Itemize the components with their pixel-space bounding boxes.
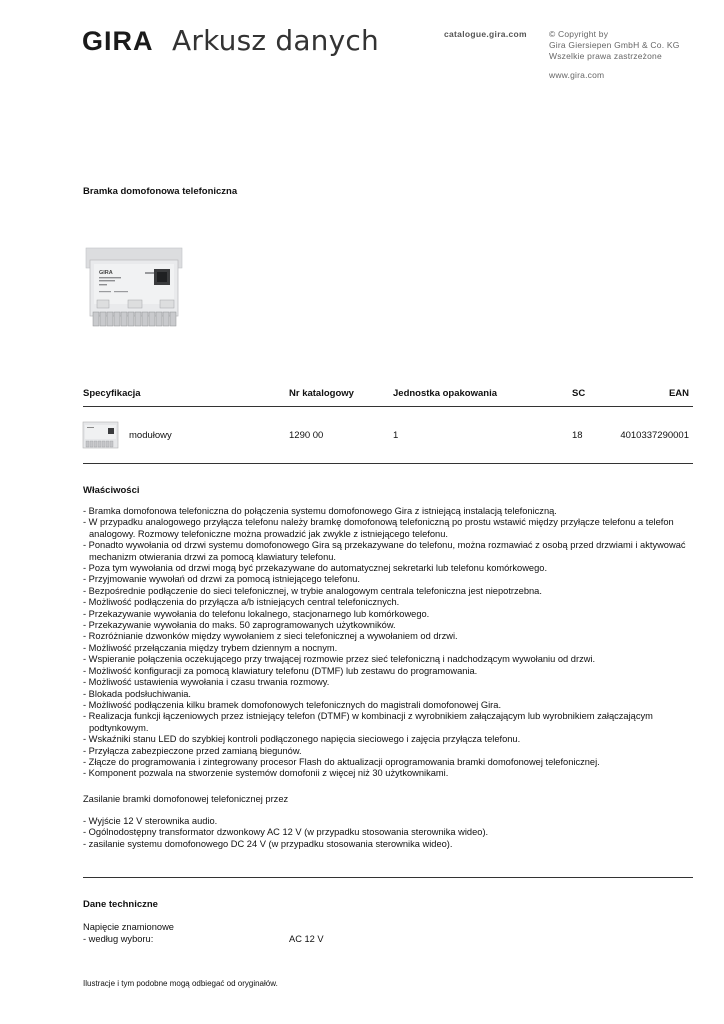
- list-item: - Możliwość podłączenia kilku bramek domofonowych telefonicznych do magistrali domofonowej Gira.: [83, 699, 502, 710]
- document-type-title: Arkusz danych: [172, 24, 379, 57]
- list-item: - Przyjmowanie wywołań od drzwi za pomocą istniejącego telefonu.: [83, 574, 360, 585]
- list-item: - Wyjście 12 V sterownika audio.: [83, 816, 218, 826]
- list-item: - Blokada podsłuchiwania.: [83, 688, 192, 699]
- col-header-pack-unit: Jednostka opakowania: [393, 388, 498, 399]
- copyright-line: © Copyright by: [549, 29, 609, 39]
- table-header-divider: [83, 406, 693, 407]
- list-item: - Wskaźniki stanu LED do szybkiej kontroli podłączonego napięcia sieciowego i zajęcia przyłącza telefonu.: [83, 734, 521, 745]
- col-header-sc: SC: [572, 388, 586, 399]
- list-item: - zasilanie systemu domofonowego DC 24 V (w przypadku stosowania sterownika wideo).: [83, 838, 453, 849]
- catalogue-link[interactable]: catalogue.gira.com: [444, 29, 527, 39]
- device-brand-label: GIRA: [99, 270, 113, 276]
- list-item: - Wspieranie połączenia oczekującego przy trwającej rozmowie przez sieć telefoniczną i nadchodzącym wywołaniu od drzwi.: [83, 654, 596, 665]
- website-link[interactable]: www.gira.com: [549, 70, 605, 80]
- properties-list: [83, 506, 693, 780]
- list-item: - Złącze do programowania i zintegrowany procesor Flash do aktualizacji oprogramowania bramki domofonowej telefonicznej.: [83, 756, 600, 767]
- list-item: - Rozróżnianie dzwonków między wywołaniem z sieci telefonicznej a wywołaniem od drzwi.: [83, 631, 458, 642]
- list-item: - Bezpośrednie podłączenie do sieci telefonicznej, w trybie analogowym centrala telefoniczna jest niepotrzebna.: [83, 585, 542, 596]
- footer-disclaimer: Ilustracje i tym podobne mogą odbiegać od oryginałów.: [83, 979, 278, 988]
- supply-list: [83, 816, 693, 850]
- list-item: - Realizacja funkcji łączeniowych przez istniejący telefon (DTMF) w kombinacji z wyrobnikiem załączającym lub wyrobnikiem załączającym podtynkowym.: [83, 711, 653, 733]
- copyright-line: Wszelkie prawa zastrzeżone: [549, 51, 662, 61]
- product-image: [82, 244, 186, 332]
- gira-logo: GIRA: [82, 26, 154, 56]
- supply-heading: Zasilanie bramki domofonowej telefonicznej przez: [83, 794, 289, 804]
- technical-value: AC 12 V: [289, 934, 324, 944]
- row-sc: 18: [572, 430, 583, 441]
- copyright-block: [549, 29, 680, 62]
- copyright-line: Gira Giersiepen GmbH & Co. KG: [549, 40, 680, 50]
- row-catalog-no: 1290 00: [289, 430, 324, 441]
- properties-heading: Właściwości: [83, 485, 140, 496]
- list-item: - Przyłącza zabezpieczone przed zamianą biegunów.: [83, 745, 302, 756]
- row-pack-unit: 1: [393, 430, 399, 441]
- list-item: - Możliwość podłączenia do przyłącza a/b istniejących central telefonicznych.: [83, 597, 400, 608]
- product-title: Bramka domofonowa telefoniczna: [83, 186, 238, 197]
- col-header-spec: Specyfikacja: [83, 388, 141, 399]
- list-item: - Przekazywanie wywołania do telefonu lokalnego, stacjonarnego lub komórkowego.: [83, 608, 430, 619]
- table-bottom-divider: [83, 463, 693, 464]
- list-item: - Ponadto wywołania od drzwi systemu domofonowego Gira są przekazywane do telefonu, można rozmawiać z osobą przed drzwiami i aktywować mechanizm otwierania drzwi za pomocą klawiatury telefonu.: [83, 540, 686, 562]
- row-ean: 4010337290001: [620, 430, 689, 441]
- list-item: - Możliwość ustawienia wywołania i czasu trwania rozmowy.: [83, 677, 330, 688]
- technical-divider: [83, 877, 693, 878]
- list-item: - Możliwość przełączania między trybem dziennym a nocnym.: [83, 642, 338, 653]
- list-item: - Przekazywanie wywołania do maks. 50 zaprogramowanych użytkowników.: [83, 620, 396, 631]
- col-header-catalog-no: Nr katalogowy: [289, 388, 354, 399]
- technical-heading: Dane techniczne: [83, 899, 158, 910]
- col-header-ean: EAN: [668, 388, 689, 399]
- list-item: - Możliwość konfiguracji za pomocą klawiatury telefonu (DTMF) lub zestawu do programowania.: [83, 665, 478, 676]
- list-item: - Bramka domofonowa telefoniczna do połączenia systemu domofonowego Gira z istniejącą instalacją telefoniczną.: [83, 506, 557, 516]
- technical-sub-label: - według wyboru:: [83, 934, 154, 944]
- list-item: - Poza tym wywołania od drzwi mogą być przekazywane do automatycznej sekretarki lub telefonu komórkowego.: [83, 563, 548, 574]
- product-thumbnail: [82, 420, 119, 450]
- list-item: - Komponent pozwala na stworzenie systemów domofonii z więcej niż 30 użytkownikami.: [83, 768, 449, 779]
- row-spec: modułowy: [129, 430, 172, 441]
- list-item: - W przypadku analogowego przyłącza telefonu należy bramkę domofonową telefoniczną po prostu wstawić między przyłącze telefonu a telefon analogowy. Rozmowy telefoniczne można prowadzić jak zwykle z istniejącego telefonu.: [83, 517, 674, 539]
- technical-label: Napięcie znamionowe: [83, 922, 174, 932]
- list-item: - Ogólnodostępny transformator dzwonkowy AC 12 V (w przypadku stosowania sterownika wideo).: [83, 827, 489, 838]
